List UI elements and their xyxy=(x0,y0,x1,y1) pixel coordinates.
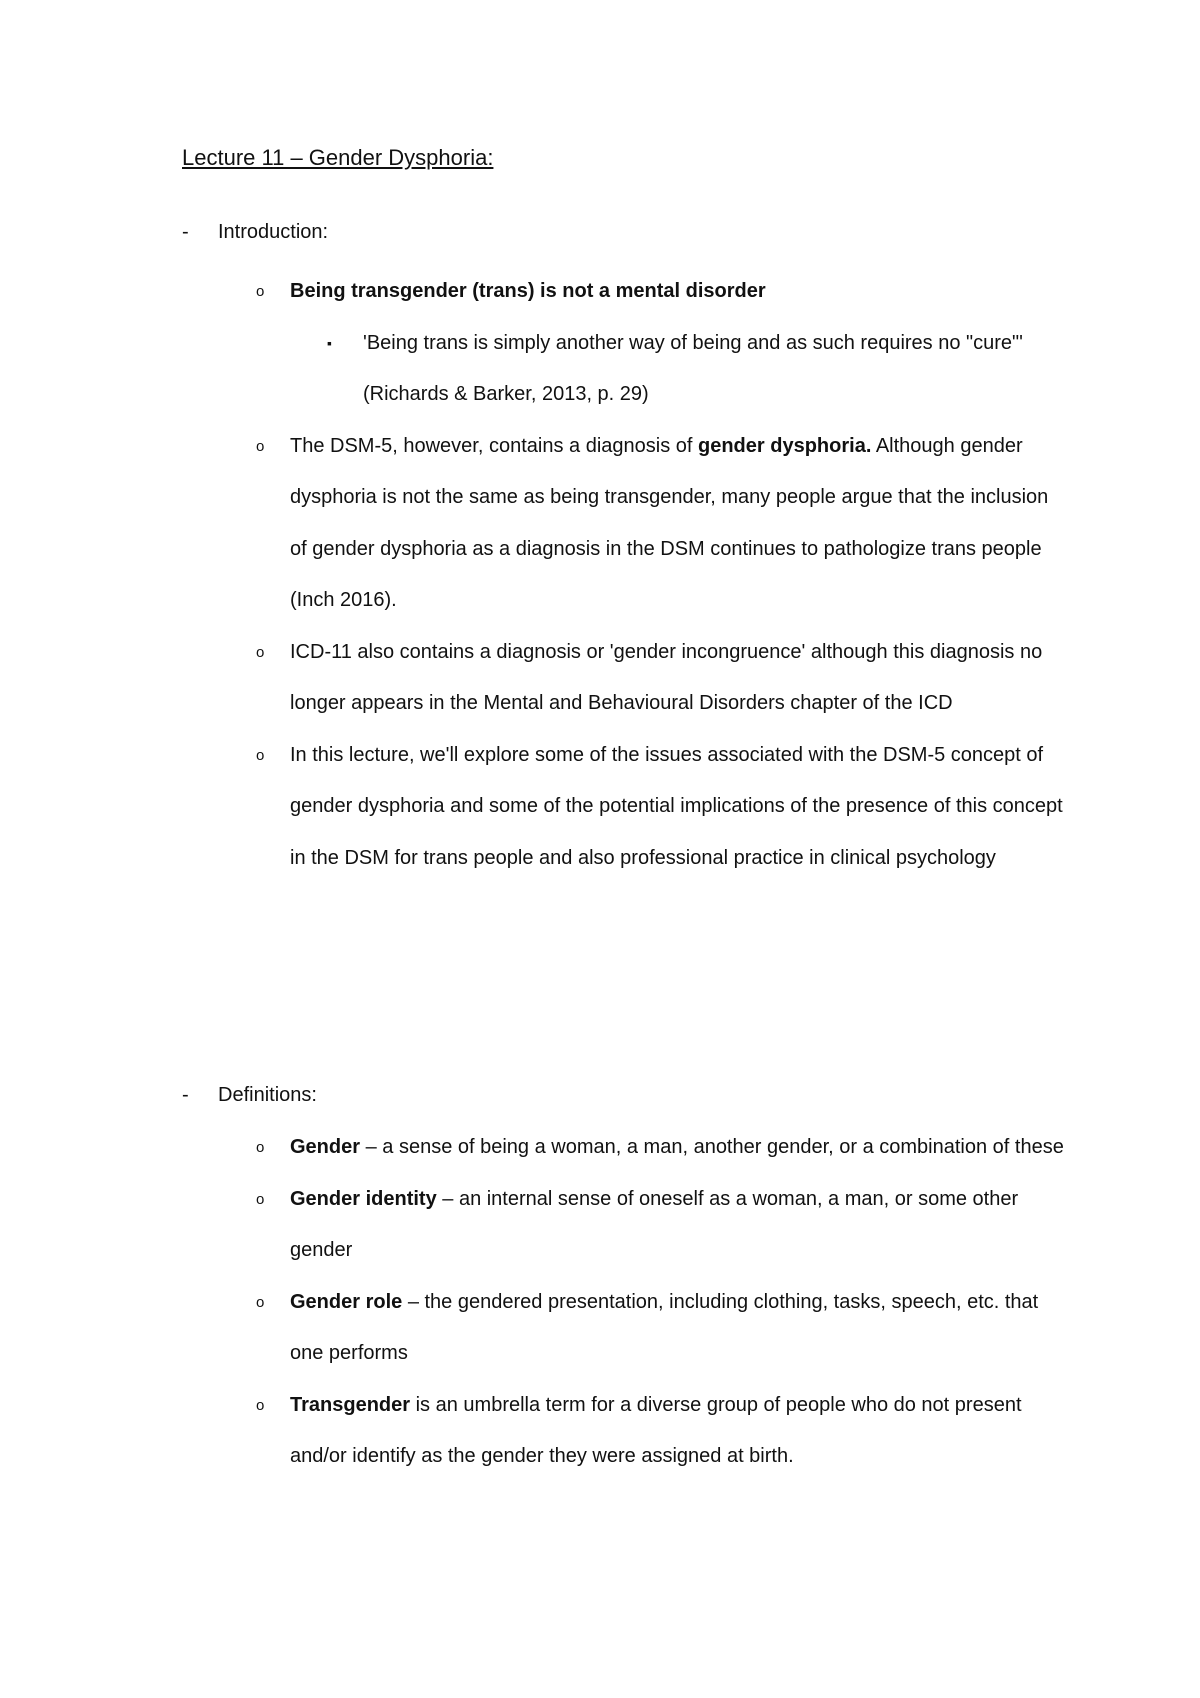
list-item xyxy=(256,627,1070,730)
intro-point-1-quote: 'Being trans is simply another way of being and as such requires no "cure"' (Richards & Barker, 2013, p. 29) xyxy=(363,331,1023,405)
list-item xyxy=(256,1174,1070,1277)
bullet-marker: o xyxy=(256,1396,265,1414)
introduction-heading-row xyxy=(182,220,1082,244)
gender-role-term: Gender role xyxy=(290,1290,403,1313)
bullet-marker: o xyxy=(256,1293,265,1311)
dash-marker: - xyxy=(182,1084,189,1106)
bullet-marker: o xyxy=(256,437,265,455)
bullet-marker: o xyxy=(256,746,265,764)
introduction-heading: Introduction: xyxy=(218,221,329,243)
list-item xyxy=(327,318,1070,421)
gender-identity-definition: – an internal sense of oneself as a woman, a man, or some other gender xyxy=(290,1187,1019,1261)
intro-point-3: ICD-11 also contains a diagnosis or 'gender incongruence' although this diagnosis no longer appears in the Mental and Behavioural Disorders chapter of the ICD xyxy=(290,640,1043,714)
gender-identity-term: Gender identity xyxy=(290,1187,437,1210)
list-item xyxy=(256,421,1070,627)
gender-definition: – a sense of being a woman, a man, another gender, or a combination of these xyxy=(360,1136,1064,1158)
bullet-marker: o xyxy=(256,283,265,300)
intro-point-2-before: The DSM-5, however, contains a diagnosis of xyxy=(290,434,698,457)
list-item xyxy=(256,1122,1070,1174)
intro-point-4: In this lecture, we'll explore some of the issues associated with the DSM-5 concept of gender dysphoria and some of the potential implications of the presence of this concept in the DSM for trans people and also professional practice in clinical psychology xyxy=(290,743,1063,869)
dash-marker: - xyxy=(182,221,189,243)
definitions-heading-row xyxy=(182,1083,1082,1107)
definitions-list xyxy=(256,1122,1070,1483)
gender-role-definition: – the gendered presentation, including clothing, tasks, speech, etc. that one performs xyxy=(290,1290,1039,1364)
intro-point-1: Being transgender (trans) is not a mental disorder xyxy=(290,280,766,302)
bullet-marker: o xyxy=(256,643,265,661)
intro-point-2-after: Although gender dysphoria is not the same as being transgender, many people argue that the inclusion of gender dysphoria as a diagnosis in the DSM continues to pathologize trans people (Inch 2016). xyxy=(290,434,1049,611)
transgender-term: Transgender xyxy=(290,1393,411,1416)
page-title: Lecture 11 – Gender Dysphoria: xyxy=(182,145,494,170)
bullet-marker: o xyxy=(256,1139,265,1156)
list-item xyxy=(256,1380,1070,1483)
gender-term: Gender xyxy=(290,1136,361,1158)
square-bullet-marker: ▪ xyxy=(327,334,332,351)
introduction-list xyxy=(256,266,1070,884)
list-item xyxy=(256,1277,1070,1380)
list-item xyxy=(256,266,1070,318)
transgender-definition: is an umbrella term for a diverse group of people who do not present and/or identify as the gender they were assigned at birth. xyxy=(290,1393,1022,1467)
intro-point-2-term: gender dysphoria. xyxy=(698,434,872,457)
bullet-marker: o xyxy=(256,1190,265,1208)
list-item xyxy=(256,730,1070,885)
definitions-heading: Definitions: xyxy=(218,1084,317,1106)
